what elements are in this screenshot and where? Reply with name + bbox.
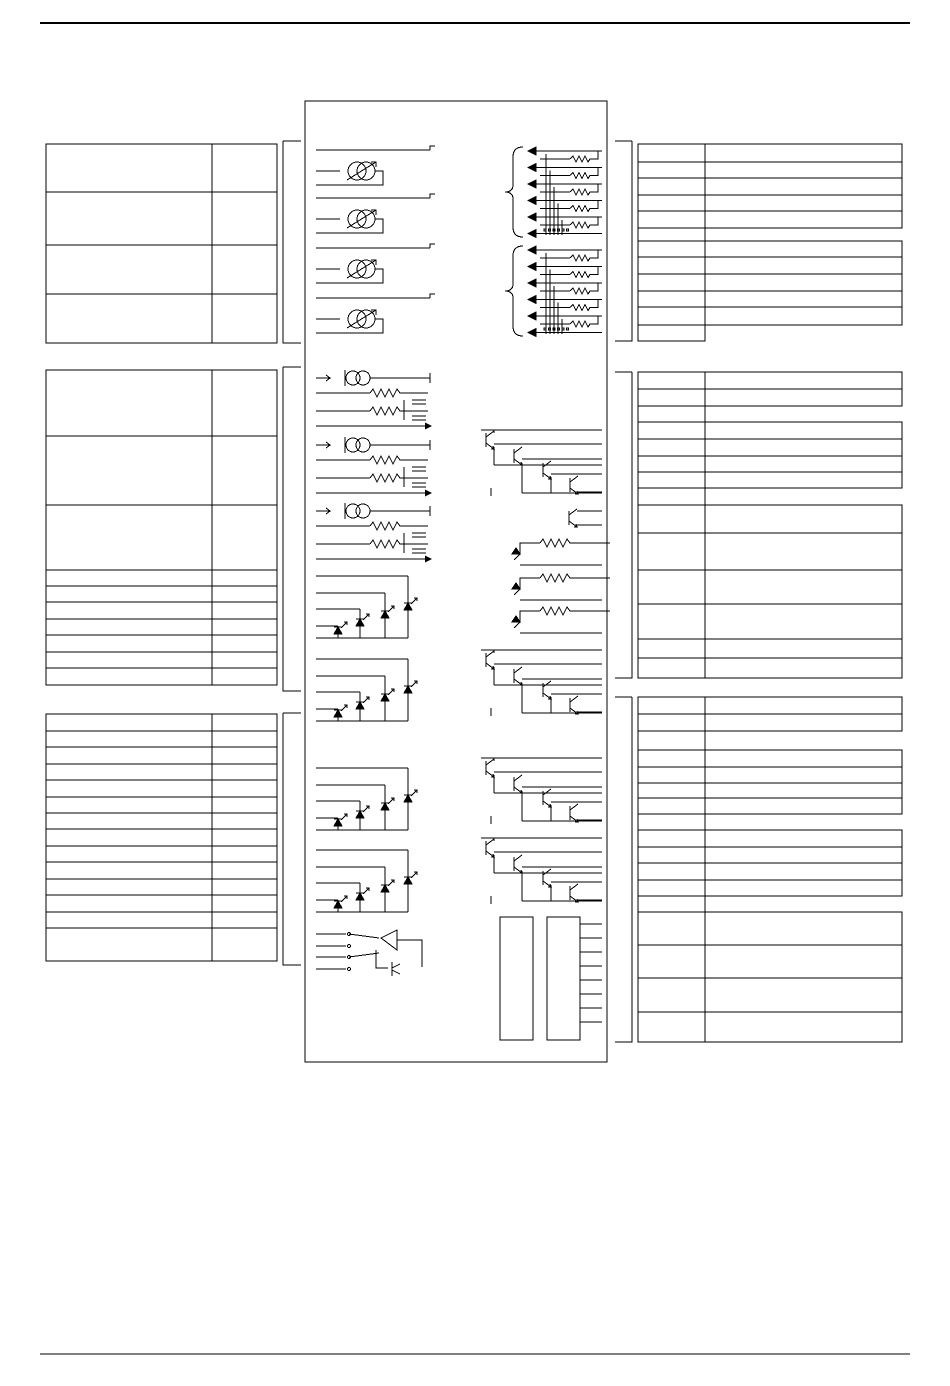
bracket-counter [283, 367, 301, 691]
led-input-circuits [316, 576, 422, 976]
bracket-analog [283, 141, 301, 343]
analog-inputs-table [46, 144, 277, 343]
thermocouple-circuits [505, 147, 602, 337]
relay-connector [500, 917, 602, 1040]
module-outline [305, 101, 607, 1062]
counter-inputs-table [46, 370, 277, 685]
thermocouple-table [638, 144, 902, 341]
analog-sensor-circuits [316, 146, 435, 333]
counter-input-circuits [316, 370, 431, 562]
transistor-output-circuits [481, 430, 610, 904]
module-box [305, 101, 607, 1062]
control-outputs-table [638, 372, 902, 678]
relay-outputs-table [638, 697, 902, 1042]
digital-inputs-table [46, 714, 277, 961]
bracket-digital [283, 713, 301, 965]
right-brackets [615, 141, 632, 1042]
